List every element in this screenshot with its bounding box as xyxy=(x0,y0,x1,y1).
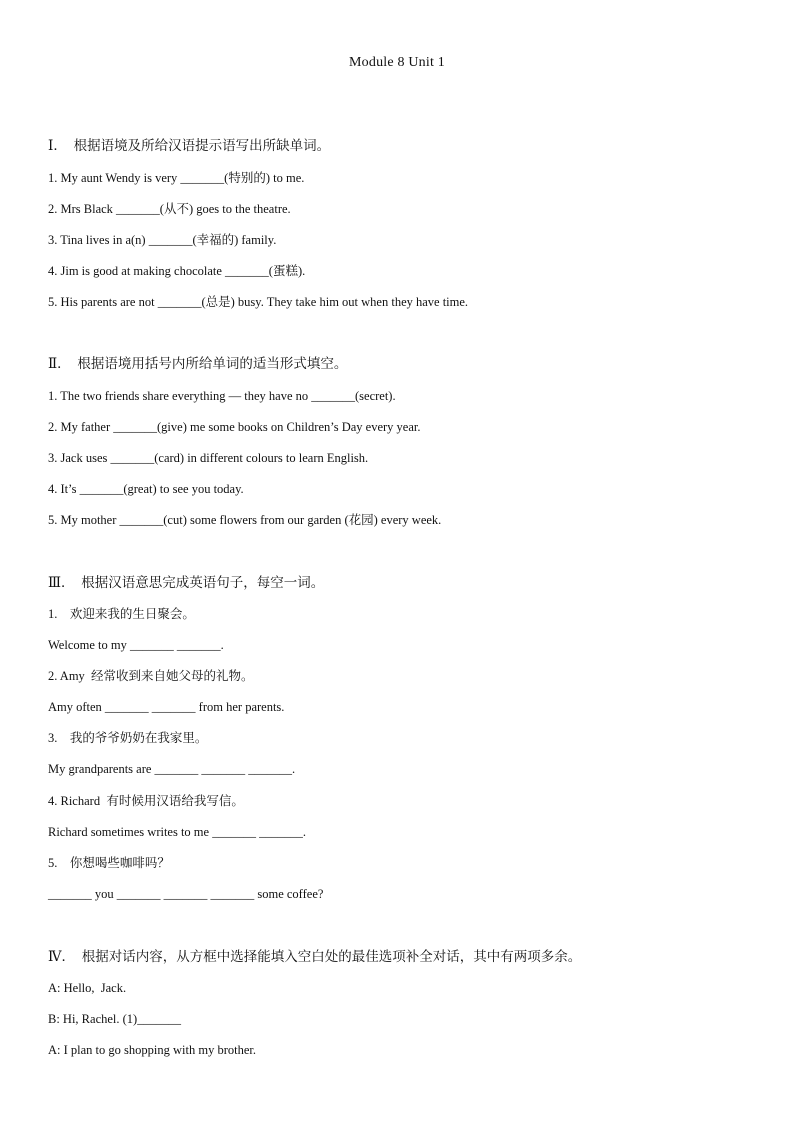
section-2-heading: Ⅱ． 根据语境用括号内所给单词的适当形式填空。 xyxy=(48,356,348,371)
section-3-answer-4: Richard sometimes writes to me _______ _______. xyxy=(48,825,306,839)
page-title: Module 8 Unit 1 xyxy=(349,55,445,70)
section-1-heading: Ⅰ． 根据语境及所给汉语提示语写出所缺单词。 xyxy=(48,138,331,153)
section-3-answer-5: _______ you _______ _______ _______ some coffee? xyxy=(48,887,324,901)
section-1-item-4: 4. Jim is good at making chocolate _______(蛋糕). xyxy=(48,264,306,278)
section-2-item-3: 3. Jack uses _______(card) in different colours to learn English. xyxy=(48,451,369,465)
section-3-prompt-5: 5. 你想喝些咖啡吗？ xyxy=(48,856,170,870)
section-3-prompt-3: 3. 我的爷爷奶奶在我家里。 xyxy=(48,731,208,745)
section-4-heading: Ⅳ． 根据对话内容，从方框中选择能填入空白处的最佳选项补全对话，其中有两项多余。 xyxy=(48,949,582,964)
section-1-item-1: 1. My aunt Wendy is very _______(特别的) to me. xyxy=(48,171,305,185)
section-3-answer-2: Amy often _______ _______ from her parents. xyxy=(48,700,285,714)
dialogue-line-2: B: Hi, Rachel. (1)_______ xyxy=(48,1012,181,1026)
section-3-answer-1: Welcome to my _______ _______. xyxy=(48,638,224,652)
section-1-item-5: 5. His parents are not _______(总是) busy. They take him out when they have time. xyxy=(48,295,469,309)
section-2-item-2: 2. My father _______(give) me some books on Children’s Day every year. xyxy=(48,420,421,434)
section-2-item-4: 4. It’s _______(great) to see you today. xyxy=(48,482,244,496)
section-3-prompt-2: 2. Amy 经常收到来自她父母的礼物。 xyxy=(48,669,254,683)
section-1-item-3: 3. Tina lives in a(n) _______(幸福的) family. xyxy=(48,233,277,247)
section-3-prompt-1: 1. 欢迎来我的生日聚会。 xyxy=(48,607,195,621)
dialogue-line-3: A: I plan to go shopping with my brother. xyxy=(48,1043,256,1057)
dialogue-line-1: A: Hello, Jack. xyxy=(48,981,127,995)
section-3-heading: Ⅲ． 根据汉语意思完成英语句子，每空一词。 xyxy=(48,575,325,590)
section-3-prompt-4: 4. Richard 有时候用汉语给我写信。 xyxy=(48,794,244,808)
section-1-item-2: 2. Mrs Black _______(从不) goes to the theatre. xyxy=(48,202,291,216)
section-2-item-5: 5. My mother _______(cut) some flowers from our garden (花园) every week. xyxy=(48,513,442,527)
section-3-answer-3: My grandparents are _______ _______ _______. xyxy=(48,762,296,776)
section-2-item-1: 1. The two friends share everything — they have no _______(secret). xyxy=(48,389,396,403)
